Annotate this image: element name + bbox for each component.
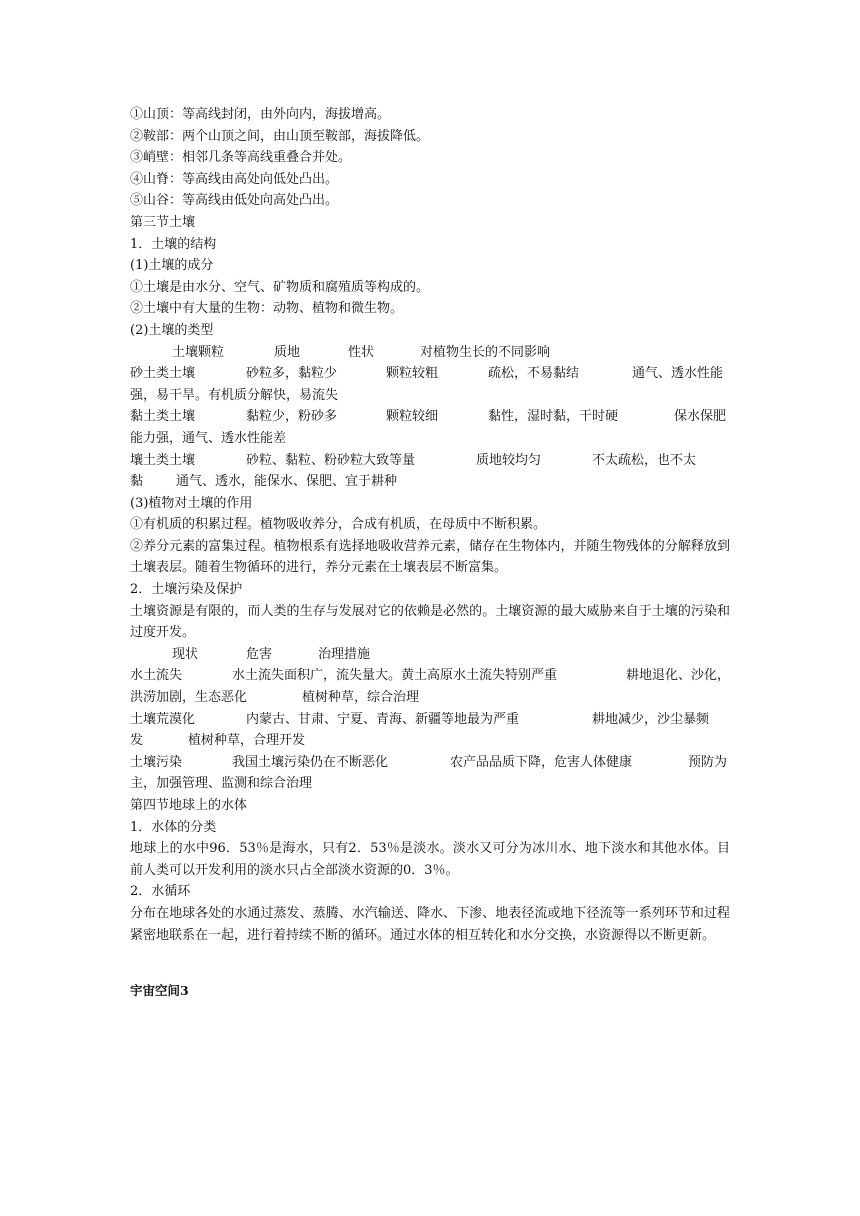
cell: 耕地退化、沙化， — [626, 668, 731, 684]
subheading: (1)土壤的成分 — [130, 258, 214, 274]
text-line: ④山脊：等高线由高处向低处凸出。 — [130, 171, 339, 187]
subheading: 1．土壤的结构 — [130, 236, 217, 252]
pollution-row — [130, 665, 730, 687]
subheading: (3)植物对土壤的作用 — [130, 495, 253, 511]
page-footer: 宇宙空间3 — [130, 982, 189, 998]
cell: 砂粒多，黏粒少 — [246, 366, 338, 382]
cell: 质地较均匀 — [476, 452, 542, 468]
pollution-table-header — [130, 644, 730, 666]
paragraph: 土壤资源是有限的，而人类的生存与发展对它的依赖是必然的。土壤资源的最大威胁来自于土壤的污染和过度开发。 — [130, 603, 730, 641]
cell: 疏松，不易黏结 — [488, 366, 580, 382]
paragraph: ②养分元素的富集过程。植物根系有选择地吸收营养元素，储存在生物体内，并随生物残体的分解释放到土壤表层。随着生物循环的进行，养分元素在土壤表层不断富集。 — [130, 538, 730, 576]
cell: 我国土壤污染仍在不断恶化 — [232, 754, 389, 770]
cell: 黏土类土壤 — [130, 409, 196, 425]
subheading: 2．土壤污染及保护 — [130, 582, 243, 598]
soil-row — [130, 363, 730, 385]
cell: 土壤污染 — [130, 754, 183, 770]
cell: 耕地减少，沙尘暴频 — [592, 711, 710, 727]
text-line: ③峭壁：相邻几条等高线重叠合并处。 — [130, 150, 352, 166]
document-page — [130, 104, 730, 1001]
text-line: ⑤山谷：等高线由低处向高处凸出。 — [130, 193, 339, 209]
header-cell: 对植物生长的不同影响 — [420, 344, 551, 360]
header-cell: 土壤颗粒 — [172, 344, 225, 360]
spacer — [130, 946, 730, 968]
cell: 砂土类土壤 — [130, 366, 196, 382]
text-line: ①有机质的积累过程。植物吸收养分，合成有机质，在母质中不断积累。 — [130, 517, 547, 533]
cell: 发 — [130, 733, 144, 749]
cell: 水土流失面积广，流失量大。黄土高原水土流失特别严重 — [232, 668, 558, 684]
header-cell: 治理措施 — [318, 646, 371, 662]
text-line: ①山顶：等高线封闭，由外向内，海拔增高。 — [130, 107, 391, 122]
cell: 洪涝加剧，生态恶化 — [130, 690, 248, 706]
text-line: ①土壤是由水分、空气、矿物质和腐殖质等构成的。 — [130, 279, 430, 295]
cell: 保水保肥 — [674, 409, 727, 425]
cell: 壤土类土壤 — [130, 452, 196, 468]
soil-row — [130, 406, 730, 428]
header-cell: 现状 — [172, 646, 199, 662]
cell: 黏性，湿时黏，干时硬 — [488, 409, 619, 425]
soil-row — [130, 450, 730, 472]
cell: 颗粒较粗 — [386, 366, 439, 382]
header-cell: 质地 — [274, 344, 301, 360]
header-cell: 危害 — [246, 646, 273, 662]
subheading: 1．水体的分类 — [130, 819, 217, 835]
pollution-row-continuation — [130, 730, 730, 752]
cell-continuation: 强，易干旱。有机质分解快，易流失 — [130, 387, 339, 403]
soil-table-header — [130, 342, 730, 364]
cell: 砂粒、黏粒、粉砂粒大致等量 — [246, 452, 416, 468]
cell: 水土流失 — [130, 668, 183, 684]
cell: 黏粒少，粉砂多 — [246, 409, 338, 425]
pollution-row — [130, 709, 730, 731]
cell: 通气、透水，能保水、保肥、宜于耕种 — [176, 474, 398, 490]
section-heading: 第三节土壤 — [130, 214, 196, 230]
cell: 植树种草，综合治理 — [302, 690, 420, 706]
pollution-row — [130, 752, 730, 774]
header-cell: 性状 — [348, 344, 375, 360]
cell: 不太疏松，也不太 — [592, 452, 697, 468]
paragraph: 地球上的水中96．53％是海水，只有2．53％是淡水。淡水又可分为冰川水、地下淡水和其他水体。目前人类可以开发利用的淡水只占全部淡水资源的0．3％。 — [130, 841, 730, 878]
cell: 黏 — [130, 474, 144, 490]
cell-continuation: 主，加强管理、监测和综合治理 — [130, 776, 313, 792]
cell: 农产品品质下降，危害人体健康 — [450, 754, 633, 770]
cell: 土壤荒漠化 — [130, 711, 196, 727]
subheading: (2)土壤的类型 — [130, 322, 214, 338]
soil-row-continuation — [130, 471, 730, 493]
cell: 植树种草，合理开发 — [188, 733, 306, 749]
cell-continuation: 能力强，通气、透水性能差 — [130, 430, 287, 446]
pollution-row-continuation — [130, 687, 730, 709]
cell: 预防为 — [688, 754, 728, 770]
cell: 通气、透水性能 — [632, 366, 724, 382]
section-heading: 第四节地球上的水体 — [130, 798, 248, 813]
text-line: ②土壤中有大量的生物：动物、植物和微生物。 — [130, 301, 404, 317]
subheading: 2．水循环 — [130, 884, 191, 900]
cell: 颗粒较细 — [386, 409, 439, 425]
cell: 内蒙古、甘肃、宁夏、青海、新疆等地最为严重 — [246, 711, 520, 727]
text-line: ②鞍部：两个山顶之间，由山顶至鞍部，海拔降低。 — [130, 128, 430, 144]
paragraph: 分布在地球各处的水通过蒸发、蒸腾、水汽输送、降水、下渗、地表径流或地下径流等一系列环节和过程紧密地联系在一起，进行着持续不断的循环。通过水体的相互转化和水分交换，水资源得以不断更新。 — [130, 905, 730, 943]
